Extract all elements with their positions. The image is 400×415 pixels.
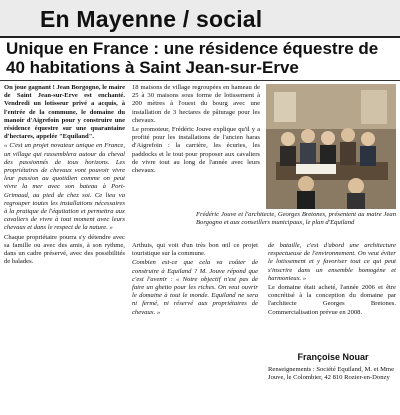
contact-info: Renseignements : Société Equiland, M. et Mme Jouve, le Colombier, 42 810 Rozier-en-Donzy — [268, 366, 394, 381]
col2-paragraph: 18 maisons de village regroupées en hameau de 25 à 30 maisons sous forme de lotissement à 200 mètres à l'ouest du bourg avec une installation de 3 hectares de pâturage pour les chevaux. — [132, 84, 260, 124]
col4-paragraph: de bataille, c'est d'abord une architecture respectueuse de l'environnement. On veut éviter le lotissement et y favoriser tout ce qui peut s'inscrire dans un ensemble homogène et harmonieux. » — [268, 242, 396, 282]
article-column-4 — [268, 242, 396, 352]
meeting-photo-image — [266, 84, 396, 209]
section-banner — [0, 0, 400, 38]
col3-paragraph: Combien est-ce que cela va coûter de construire à Equiland ? M. Jouve répond que c'est l'avenir : « Notre objectif n'est pas de faire un ghetto pour les riches. On veut ouvrir le domaine à tout le monde. Equiland ne sera ni fermé, ni réservé aux propriétaires de chevaux. » — [132, 259, 258, 316]
col2-paragraph: Le promoteur, Frédéric Jouve explique qu'il y a profité pour les installations de l'ancien haras d'Aigrefoin : la carrière, les écuries, les paddocks et le tout pour proposer aux cavaliers de vivre tout au long de l'année avec leurs chevaux. — [132, 126, 260, 175]
headline-divider — [0, 80, 400, 81]
article-column-3 — [132, 242, 258, 412]
meeting-photo — [266, 84, 396, 209]
photo-caption: Frédéric Jouve et l'architecte, Georges Bretones, présentent au maire Jean Borgogno et aux conseillers municipaux, le plan d'Equiland — [196, 211, 396, 226]
col4-paragraph: Le domaine était acheté, l'année 2006 et être concrétisé à la conception du domaine par l'architecte Georges Bretones. Commercialisation prévue en 2008. — [268, 284, 396, 316]
col1-paragraph: « C'est un projet novateur unique en France, un village qui rassemblera autour du cheval des passionnés de tous horizons. Les propriétaires de chevaux vont pouvoir vivre leur passion au quotidien comme on peut vivre la mer avec son bateau à Port-Grimaud, au pied de chez soi. Ce lieu va regrouper toutes les installations nécessaires à la pratique de l'équitation et permettra aux cavaliers de vivre à tout moment avec leurs chevaux et dans le respect de la nature. » — [4, 142, 125, 232]
article-column-2 — [132, 84, 260, 204]
article-column-1 — [4, 84, 125, 412]
article-lead: On joue gagnant ! Jean Borgogno, le maire de Saint Jean-sur-Erve est enchanté. Vendredi un lotisseur privé a acquis, à l'entrée de la commune, le domaine du manoir d'Aigrefoin pour y construire une résidence équestre sur une quarantaine d'hectares, appelée "Equiland". — [4, 84, 125, 141]
author-byline: Françoise Nouar — [297, 352, 369, 362]
col3-paragraph: Arthuis, qui voit d'un très bon œil ce projet touristique sur la commune. — [132, 242, 258, 258]
section-title — [40, 6, 262, 33]
section-subtitle: / social — [176, 6, 263, 32]
section-title-text: En Mayenne — [40, 6, 177, 32]
article-headline: Unique en France : une résidence équestre de 40 habitations à Saint Jean-sur-Erve — [6, 39, 379, 77]
col1-paragraph: Chaque propriétaire pourra s'y détendre avec sa famille ou avec des amis, à son rythme, dans un cadre préservé, avec des possibilités de balades. — [4, 233, 125, 266]
